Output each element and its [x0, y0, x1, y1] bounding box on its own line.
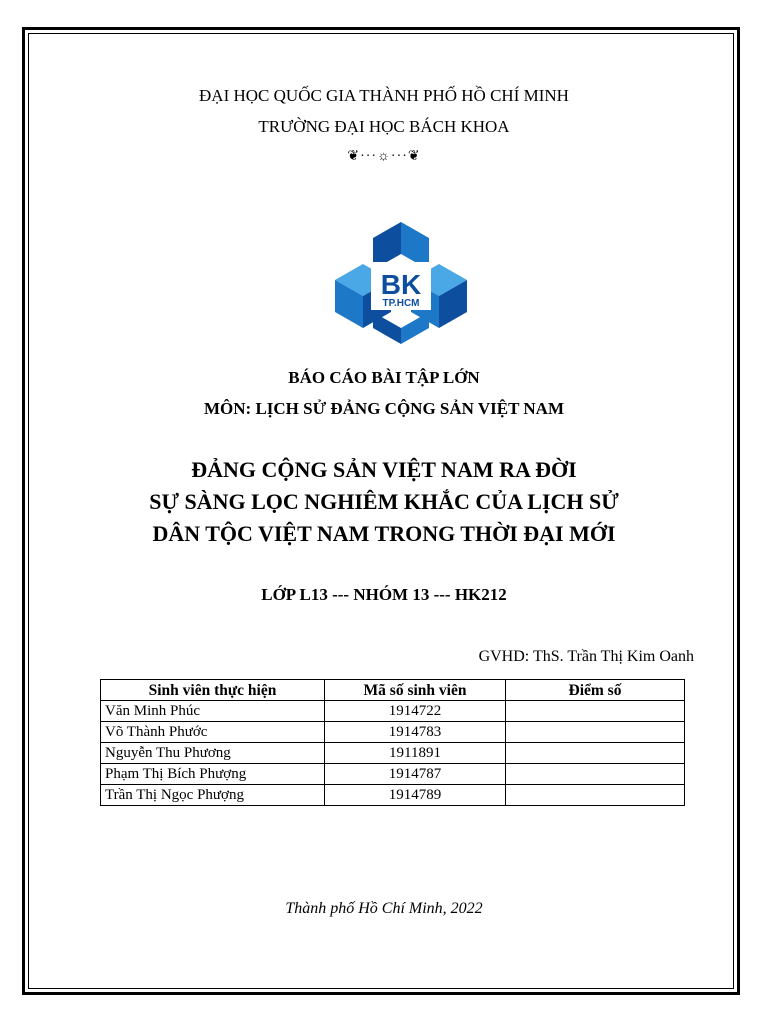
logo-sub-text: TP.HCM	[382, 298, 420, 309]
title-line-2: SỰ SÀNG LỌC NGHIÊM KHẮC CỦA LỊCH SỬ	[149, 489, 619, 514]
table-row	[101, 764, 685, 785]
student-id: 1914783	[325, 722, 506, 743]
student-name: Võ Thành Phước	[101, 722, 325, 743]
table-row	[101, 785, 685, 806]
student-score	[506, 743, 685, 764]
table-row	[101, 722, 685, 743]
table-row	[101, 743, 685, 764]
student-id: 1914789	[325, 785, 506, 806]
table-row	[101, 701, 685, 722]
student-score	[506, 785, 685, 806]
title-line-1: ĐẢNG CỘNG SẢN VIỆT NAM RA ĐỜI	[191, 457, 577, 482]
class-info: LỚP L13 --- NHÓM 13 --- HK212	[261, 585, 507, 604]
members-table	[100, 679, 685, 806]
ornament-divider: ❦···☼···❦	[347, 149, 421, 164]
report-type: BÁO CÁO BÀI TẬP LỚN	[288, 368, 480, 387]
title-line-3: DÂN TỘC VIỆT NAM TRONG THỜI ĐẠI MỚI	[152, 521, 616, 546]
student-score	[506, 764, 685, 785]
student-name: Nguyễn Thu Phương	[101, 743, 325, 764]
logo-main-text: BK	[380, 269, 422, 300]
student-id: 1914722	[325, 701, 506, 722]
student-id: 1914787	[325, 764, 506, 785]
student-score	[506, 722, 685, 743]
instructor: GVHD: ThS. Trần Thị Kim Oanh	[478, 648, 694, 665]
school-name: TRƯỜNG ĐẠI HỌC BÁCH KHOA	[258, 117, 510, 136]
bk-logo	[335, 222, 467, 344]
student-name: Trần Thị Ngọc Phượng	[101, 785, 325, 806]
university-name: ĐẠI HỌC QUỐC GIA THÀNH PHỐ HỒ CHÍ MINH	[199, 86, 569, 105]
student-score	[506, 701, 685, 722]
header-student: Sinh viên thực hiện	[101, 680, 325, 701]
place-and-year: Thành phố Hồ Chí Minh, 2022	[285, 900, 483, 917]
student-id: 1911891	[325, 743, 506, 764]
header-score: Điểm số	[506, 680, 685, 701]
student-name: Văn Minh Phúc	[101, 701, 325, 722]
logo-bottom-cube-right	[401, 312, 429, 344]
student-name: Phạm Thị Bích Phượng	[101, 764, 325, 785]
header-student-id: Mã số sinh viên	[325, 680, 506, 701]
table-header-row	[101, 680, 685, 701]
report-subject: MÔN: LỊCH SỬ ĐẢNG CỘNG SẢN VIỆT NAM	[203, 399, 564, 418]
logo-bottom-cube-left	[373, 312, 401, 344]
